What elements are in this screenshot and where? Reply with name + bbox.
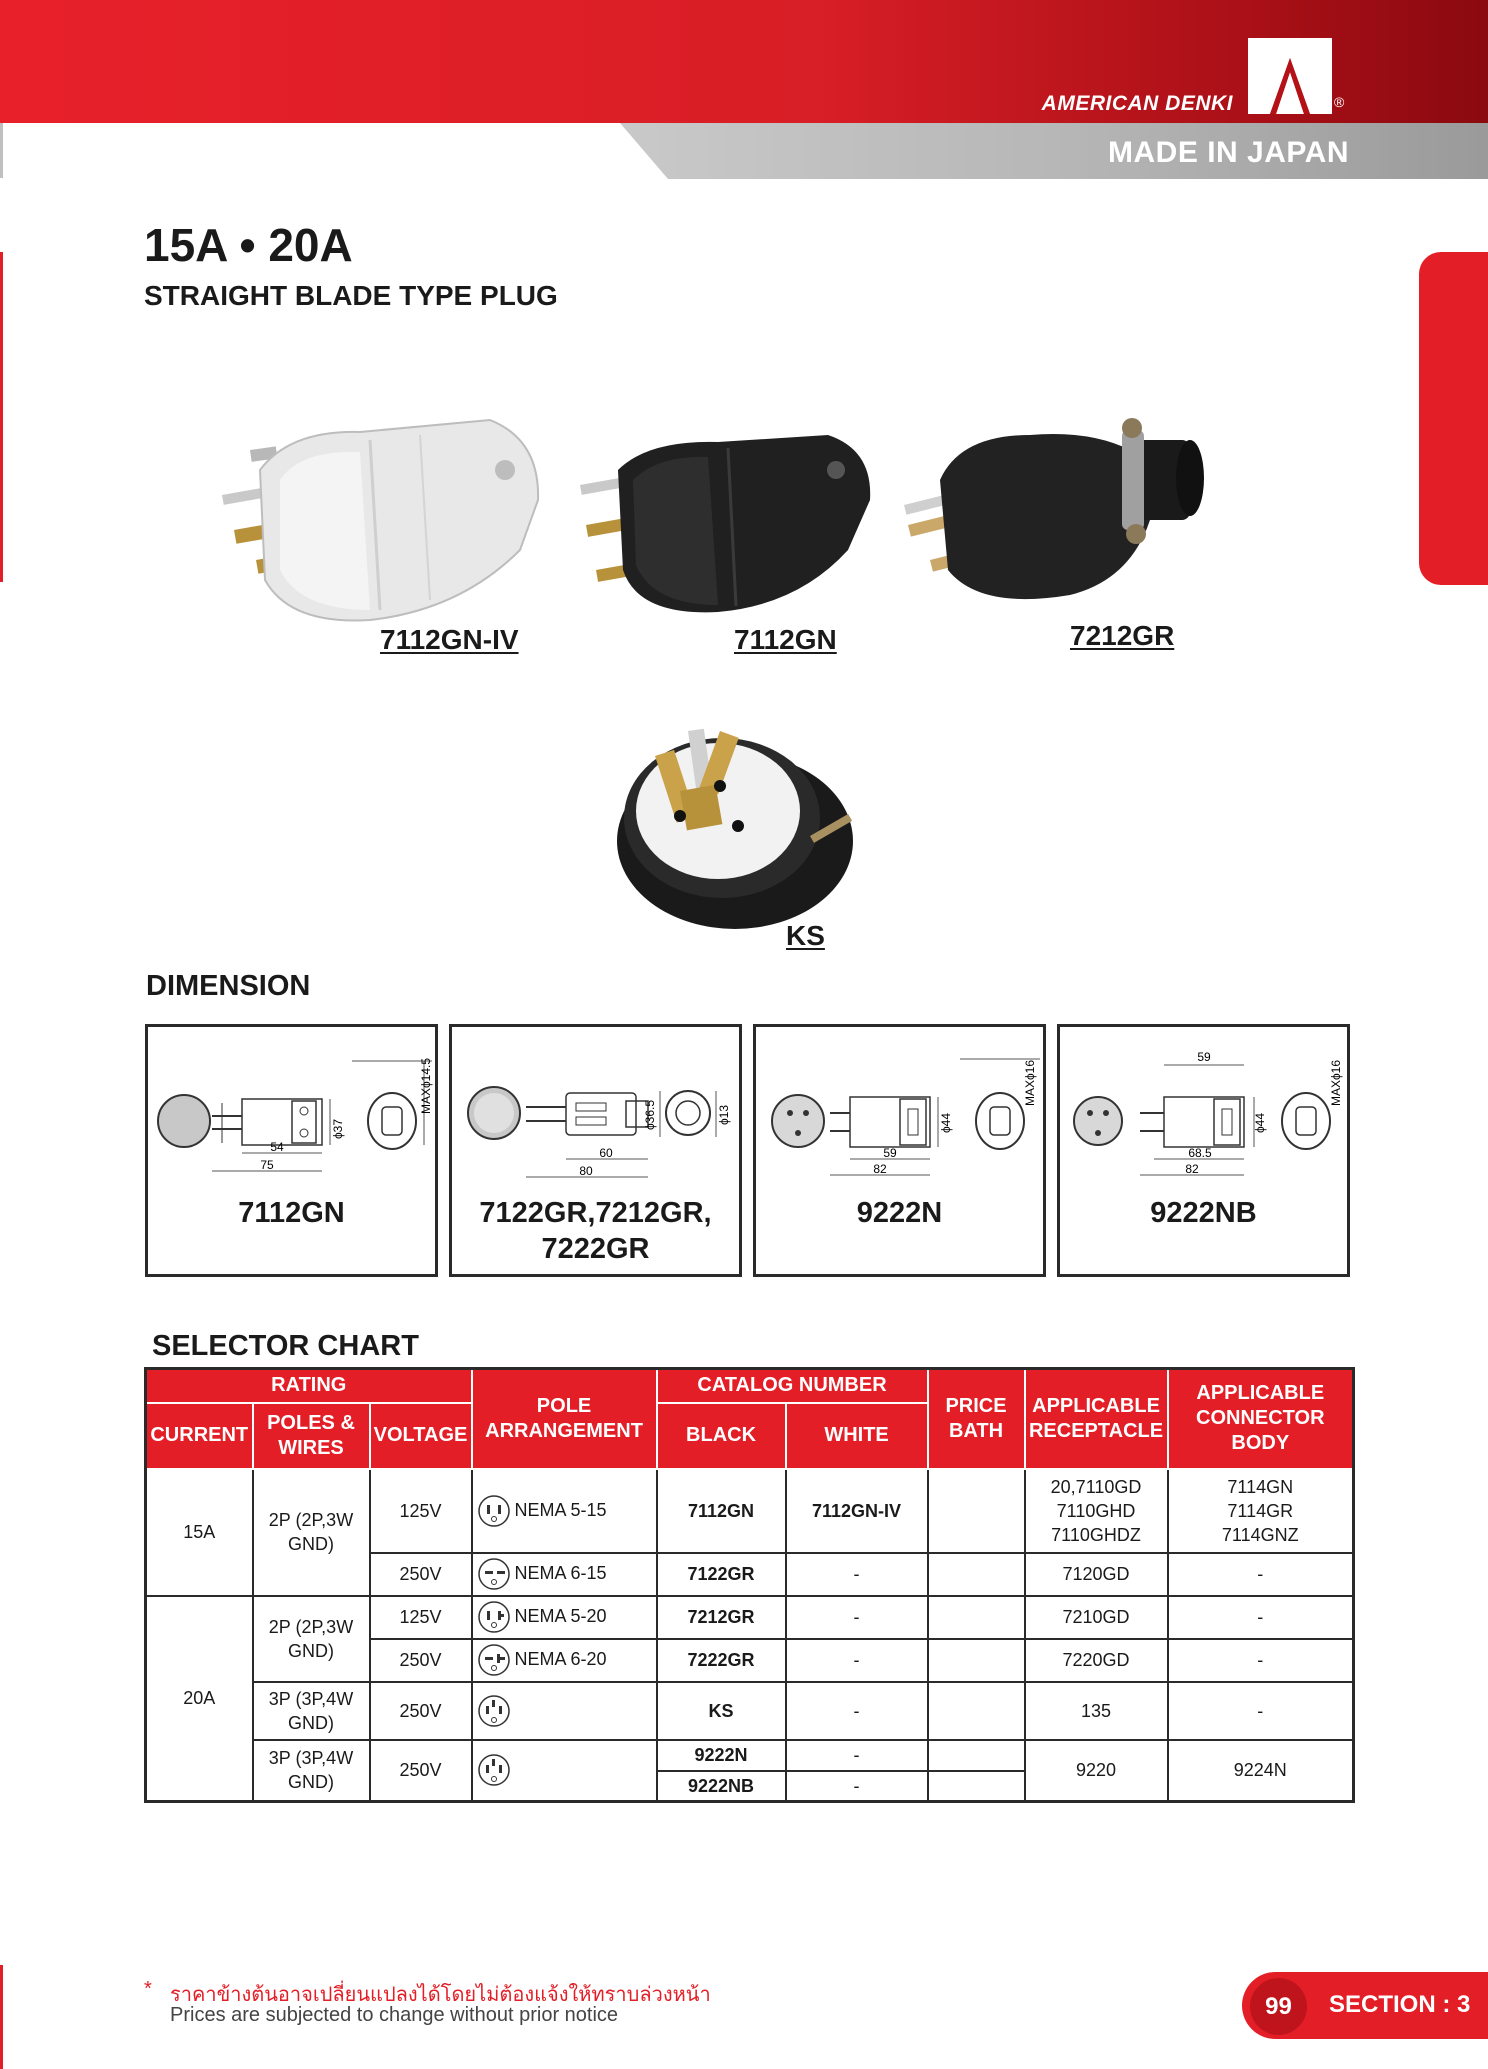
cell-voltage: 125V [370, 1469, 472, 1553]
header-current: CURRENT [146, 1403, 253, 1469]
cell-price [928, 1740, 1025, 1771]
cell-pole-arrangement [472, 1553, 657, 1596]
cell-price [928, 1682, 1025, 1740]
side-section-tab [1419, 252, 1488, 585]
cell-white: - [786, 1740, 928, 1771]
cell-text: NEMA 6-15 [514, 1562, 607, 1583]
dim-value: MAXϕ16 [1023, 1059, 1037, 1107]
cell-text: 2P (2P,3W [268, 1616, 354, 1637]
dim-value: ϕ37 [331, 1118, 345, 1140]
cell-text: GND) [288, 1712, 334, 1733]
table-row [146, 1596, 1354, 1639]
dim-value: 75 [260, 1158, 274, 1172]
brand-logo-icon [1248, 38, 1332, 114]
product-image-7112gn [578, 430, 878, 620]
dimension-label: 9222NB [1150, 1197, 1257, 1229]
cell-connector: 9224N [1168, 1740, 1354, 1802]
dim-value: ϕ13 [717, 1104, 731, 1126]
cell-black: 7212GR [657, 1596, 786, 1639]
cell-connector: - [1168, 1553, 1354, 1596]
dimension-drawing [1064, 1041, 1346, 1191]
dimension-box-7122gr [449, 1024, 742, 1277]
cell-current: 20A [146, 1596, 253, 1802]
page-title: 15A • 20A [144, 219, 353, 271]
cell-receptacle: 135 [1025, 1682, 1168, 1740]
table-row [146, 1682, 1354, 1740]
table-row [146, 1469, 1354, 1553]
nema-5-15-icon [477, 1494, 511, 1528]
page-number: 99 [1250, 1978, 1307, 2035]
cell-black: 7112GN [657, 1469, 786, 1553]
header-text: PRICE [945, 1394, 1007, 1417]
dimension-drawing [760, 1041, 1042, 1191]
cell-voltage: 250V [370, 1740, 472, 1802]
cell-text: 7114GN [1227, 1476, 1294, 1497]
dim-value: ϕ44 [1253, 1112, 1267, 1134]
cell-poles-wires [253, 1469, 370, 1596]
left-edge-line [0, 123, 3, 178]
cell-receptacle [1025, 1469, 1168, 1553]
cell-black: 7222GR [657, 1639, 786, 1682]
cell-receptacle: 7120GD [1025, 1553, 1168, 1596]
section-label: SECTION : 3 [1329, 1991, 1471, 2018]
cell-black: 9222N [657, 1740, 786, 1771]
cell-text: 7114GNZ [1221, 1524, 1299, 1545]
left-edge-mark [0, 1965, 3, 2069]
footnote-thai: ราคาข้างต้นอาจเปลี่ยนแปลงได้โดยไม่ต้องแจ้งให้ทราบล่วงหน้า [170, 1984, 711, 2006]
three-pole-icon [477, 1753, 511, 1787]
cell-white: - [786, 1553, 928, 1596]
cell-text: 3P (3P,4W [268, 1748, 354, 1769]
cell-poles-wires [253, 1682, 370, 1740]
page-subtitle: STRAIGHT BLADE TYPE PLUG [144, 280, 558, 311]
nema-6-15-icon [477, 1557, 511, 1591]
cell-voltage: 250V [370, 1639, 472, 1682]
dimension-drawing [456, 1041, 738, 1191]
dimension-label-line: 7222GR [541, 1233, 650, 1265]
header-price [928, 1369, 1025, 1469]
cell-pole-arrangement [472, 1469, 657, 1553]
cell-voltage: 250V [370, 1682, 472, 1740]
header-poles-wires [253, 1403, 370, 1469]
cell-price [928, 1771, 1025, 1802]
dimension-box-7112gn [145, 1024, 438, 1277]
cell-white: - [786, 1596, 928, 1639]
header-catalog-number: CATALOG NUMBER [657, 1369, 928, 1403]
selector-heading: SELECTOR CHART [152, 1330, 419, 1362]
header-text: WIRES [278, 1436, 344, 1459]
header-sub-banner [620, 123, 1488, 179]
dimension-label [452, 1195, 739, 1267]
cell-white: 7112GN-IV [786, 1469, 928, 1553]
cell-price [928, 1469, 1025, 1553]
nema-6-20-icon [477, 1643, 511, 1677]
header-voltage: VOLTAGE [370, 1403, 472, 1469]
left-edge-mark [0, 252, 3, 582]
cell-connector: - [1168, 1596, 1354, 1639]
cell-pole-arrangement [472, 1682, 657, 1740]
dimension-box-9222n [753, 1024, 1046, 1277]
header-rating: RATING [146, 1369, 472, 1403]
cell-text: 7110GHDZ [1051, 1524, 1141, 1545]
dimension-label-line: 7122GR,7212GR, [479, 1197, 712, 1229]
cell-white: - [786, 1639, 928, 1682]
cell-text: NEMA 6-20 [514, 1648, 607, 1669]
cell-price [928, 1596, 1025, 1639]
dim-value: 59 [1197, 1050, 1211, 1064]
header-text: ARRANGEMENT [485, 1419, 643, 1442]
made-in-japan: MADE IN JAPAN [1108, 136, 1349, 169]
cell-text: GND) [288, 1772, 334, 1793]
dim-value: 68.5 [1188, 1146, 1212, 1160]
dim-value: ϕ36.5 [643, 1099, 657, 1131]
product-image-ks [610, 706, 860, 936]
cell-white: - [786, 1682, 928, 1740]
cell-poles-wires [253, 1740, 370, 1802]
dim-value: 54 [270, 1140, 284, 1154]
product-label: KS [786, 920, 825, 951]
dim-value: 80 [579, 1164, 593, 1178]
header-black: BLACK [657, 1403, 786, 1469]
header-text: CONNECTOR BODY [1196, 1407, 1325, 1455]
cell-black: 7122GR [657, 1553, 786, 1596]
product-image-7212gr [900, 410, 1220, 620]
cell-text: 7110GHD [1056, 1500, 1136, 1521]
dimension-label: 7112GN [238, 1197, 345, 1229]
cell-text: GND) [288, 1640, 334, 1661]
cell-connector [1168, 1469, 1354, 1553]
cell-black: 9222NB [657, 1771, 786, 1802]
dim-value: MAXϕ16 [1329, 1059, 1343, 1107]
dim-value: 82 [1185, 1162, 1199, 1176]
cell-receptacle: 7210GD [1025, 1596, 1168, 1639]
cell-text: 2P (2P,3W [268, 1510, 354, 1530]
footnote-english: Prices are subjected to change without prior notice [170, 2004, 619, 2026]
dimension-label: 9222N [856, 1197, 943, 1229]
dim-value: 59 [883, 1146, 897, 1160]
cell-receptacle: 9220 [1025, 1740, 1168, 1802]
dim-value: MAXϕ14.5 [419, 1057, 433, 1115]
selector-table [144, 1367, 1355, 1803]
product-image-7112gn-iv [220, 410, 540, 640]
cell-connector: - [1168, 1639, 1354, 1682]
header-pole-arrangement [472, 1369, 657, 1469]
product-label: 7112GN [734, 624, 837, 655]
cell-pole-arrangement [472, 1639, 657, 1682]
product-label: 7112GN-IV [380, 624, 519, 655]
three-pole-icon [477, 1694, 511, 1728]
cell-pole-arrangement [472, 1596, 657, 1639]
dim-value: ϕ44 [939, 1112, 953, 1134]
product-label: 7212GR [1070, 620, 1175, 651]
header-text: APPLICABLE [1032, 1394, 1160, 1417]
header-text: RECEPTACLE [1028, 1419, 1164, 1442]
cell-poles-wires [253, 1596, 370, 1682]
header-connector-body [1168, 1369, 1354, 1469]
dimension-heading: DIMENSION [146, 970, 311, 1002]
header-text: POLE [536, 1394, 592, 1417]
cell-text: NEMA 5-20 [514, 1605, 607, 1626]
dim-value: 82 [873, 1162, 887, 1176]
header-text: BATH [949, 1419, 1004, 1442]
cell-text: GND) [288, 1534, 334, 1554]
cell-text: NEMA 5-15 [514, 1499, 607, 1520]
footnote-marker: * [144, 1978, 152, 2000]
cell-receptacle: 7220GD [1025, 1639, 1168, 1682]
header-white: WHITE [786, 1403, 928, 1469]
cell-voltage: 250V [370, 1553, 472, 1596]
cell-price [928, 1553, 1025, 1596]
cell-white: - [786, 1771, 928, 1802]
header-receptacle [1025, 1369, 1168, 1469]
table-row [146, 1740, 1354, 1771]
dimension-box-9222nb [1057, 1024, 1350, 1277]
cell-connector: - [1168, 1682, 1354, 1740]
cell-text: 3P (3P,4W [268, 1688, 354, 1709]
cell-price [928, 1639, 1025, 1682]
cell-voltage: 125V [370, 1596, 472, 1639]
dim-value: 60 [599, 1146, 613, 1160]
header-text: POLES & [267, 1411, 355, 1434]
cell-text: 20,7110GD [1050, 1476, 1142, 1497]
header-text: APPLICABLE [1196, 1382, 1325, 1405]
brand-name: AMERICAN DENKI [1041, 92, 1233, 115]
cell-pole-arrangement [472, 1740, 657, 1802]
nema-5-20-icon [477, 1600, 511, 1634]
cell-current: 15A [146, 1469, 253, 1596]
cell-black: KS [657, 1682, 786, 1740]
registered-mark: ® [1334, 94, 1345, 110]
cell-text: 7114GR [1227, 1500, 1294, 1521]
dimension-drawing [152, 1041, 434, 1191]
